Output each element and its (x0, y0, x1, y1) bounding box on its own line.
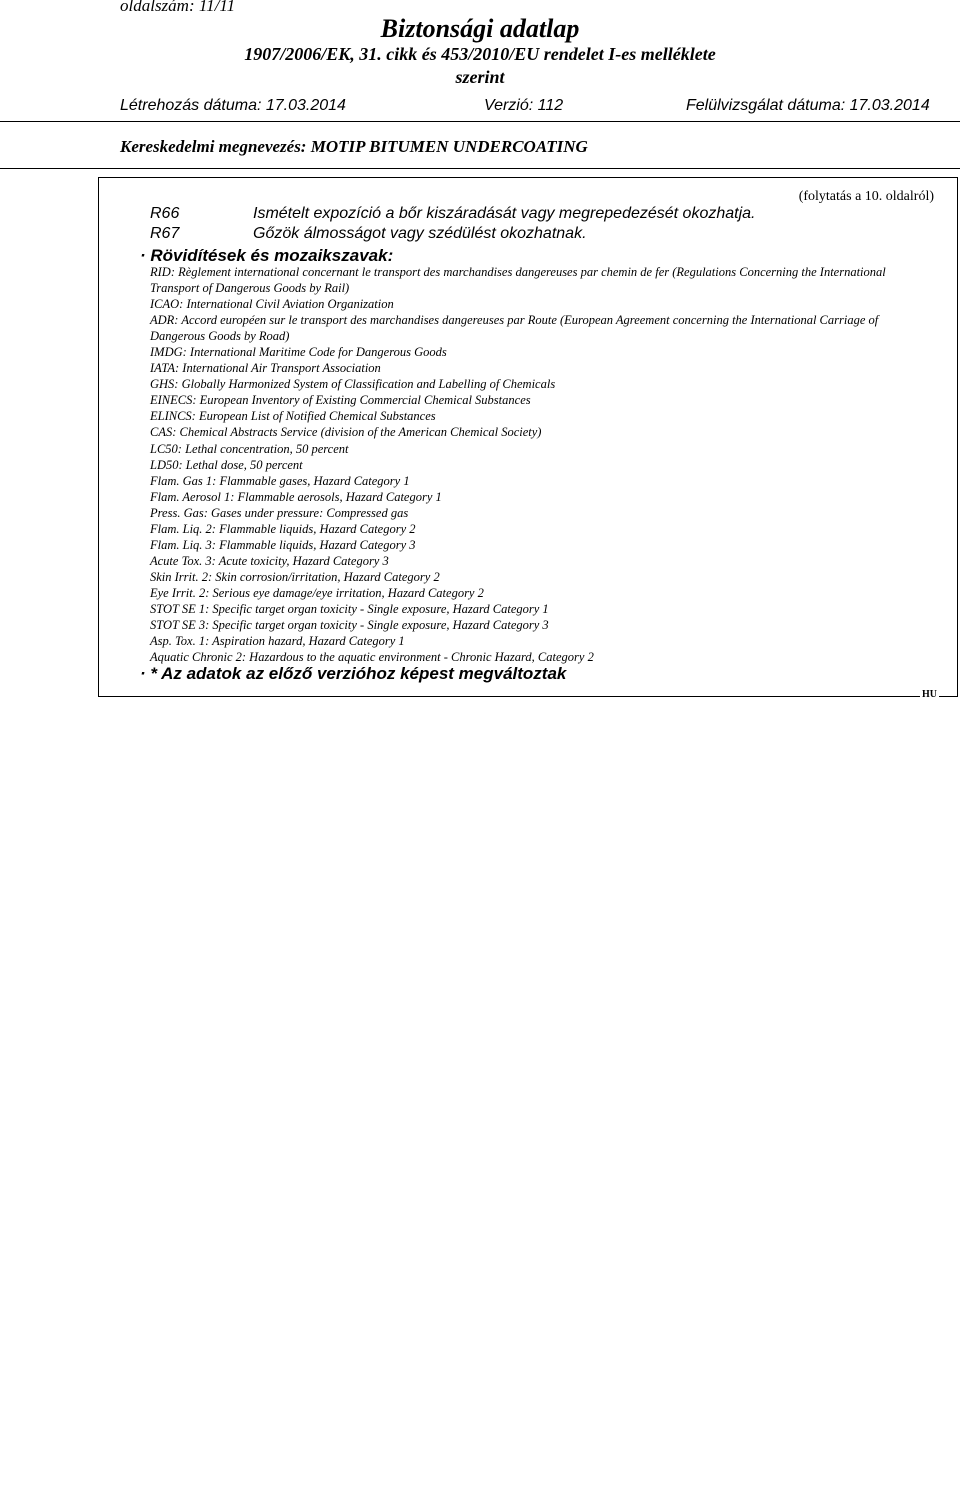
changes-note: · * Az adatok az előző verzióhoz képest megváltoztak (140, 664, 567, 683)
abbreviation-item: ICAO: International Civil Aviation Organization (150, 297, 394, 312)
abbreviations-list (150, 264, 925, 665)
abbreviation-item: LD50: Lethal dose, 50 percent (150, 457, 303, 472)
abbreviations-heading: · Rövidítések és mozaikszavak: (140, 246, 394, 265)
abbreviation-item: RID: Règlement international concernant le transport des marchandises dangereuses par chemin de fer (Regulations Concerning the International Transport of Dangerous Goods by Rail) (150, 265, 886, 296)
header-divider-bottom (0, 168, 960, 169)
abbreviation-item: Press. Gas: Gases under pressure: Compressed gas (150, 505, 409, 520)
product-name: Kereskedelmi megnevezés: MOTIP BITUMEN UNDERCOATING (120, 137, 588, 156)
r-phrase-text: Ismételt expozíció a bőr kiszáradását vagy megrepedezését okozhatja. (253, 205, 756, 222)
document-title: Biztonsági adatlap (380, 14, 580, 43)
abbreviation-item: Flam. Liq. 2: Flammable liquids, Hazard Category 2 (150, 521, 416, 536)
page-number: oldalszám: 11/11 (120, 0, 236, 15)
abbreviation-item: STOT SE 3: Specific target organ toxicity - Single exposure, Hazard Category 3 (150, 618, 549, 633)
abbreviation-item: ELINCS: European List of Notified Chemical Substances (150, 409, 436, 424)
r-phrase-code: R67 (150, 225, 180, 242)
abbreviation-item: IATA: International Air Transport Association (150, 361, 381, 376)
r-phrase-code: R66 (150, 205, 180, 222)
r-phrase-text: Gőzök álmosságot vagy szédülést okozhatnak. (253, 225, 587, 242)
abbreviation-item: Eye Irrit. 2: Serious eye damage/eye irritation, Hazard Category 2 (150, 585, 484, 600)
abbreviation-item: Flam. Aerosol 1: Flammable aerosols, Hazard Category 1 (150, 489, 442, 504)
abbreviation-item: Aquatic Chronic 2: Hazardous to the aquatic environment - Chronic Hazard, Category 2 (150, 650, 594, 665)
creation-date: Létrehozás dátuma: 17.03.2014 (120, 97, 346, 114)
continuation-note: (folytatás a 10. oldalról) (798, 189, 934, 204)
abbreviation-item: Skin Irrit. 2: Skin corrosion/irritation, Hazard Category 2 (150, 569, 440, 584)
abbreviation-item: LC50: Lethal concentration, 50 percent (150, 441, 349, 456)
version-label: Verzió: 112 (484, 97, 564, 114)
abbreviation-item: CAS: Chemical Abstracts Service (division of the American Chemical Society) (150, 425, 542, 440)
abbreviation-item: ADR: Accord européen sur le transport des marchandises dangereuses par Route (European Agreement concerning the International Carriage of Dangerous Goods by Road) (150, 313, 879, 344)
language-tag: HU (922, 689, 937, 700)
abbreviation-item: IMDG: International Maritime Code for Dangerous Goods (150, 345, 447, 360)
document-subtitle-continued: szerint (455, 67, 505, 87)
abbreviation-item: EINECS: European Inventory of Existing Commercial Chemical Substances (150, 393, 531, 408)
abbreviation-item: Flam. Gas 1: Flammable gases, Hazard Category 1 (150, 473, 410, 488)
header-divider-top (0, 121, 960, 122)
revision-date: Felülvizsgálat dátuma: 17.03.2014 (686, 97, 930, 114)
abbreviation-item: STOT SE 1: Specific target organ toxicity - Single exposure, Hazard Category 1 (150, 601, 549, 616)
abbreviation-item: GHS: Globally Harmonized System of Classification and Labelling of Chemicals (150, 377, 556, 392)
document-subtitle: 1907/2006/EK, 31. cikk és 453/2010/EU rendelet I-es melléklete (244, 44, 716, 64)
abbreviation-item: Acute Tox. 3: Acute toxicity, Hazard Category 3 (150, 553, 389, 568)
abbreviation-item: Flam. Liq. 3: Flammable liquids, Hazard Category 3 (150, 537, 416, 552)
abbreviation-item: Asp. Tox. 1: Aspiration hazard, Hazard Category 1 (150, 634, 405, 649)
